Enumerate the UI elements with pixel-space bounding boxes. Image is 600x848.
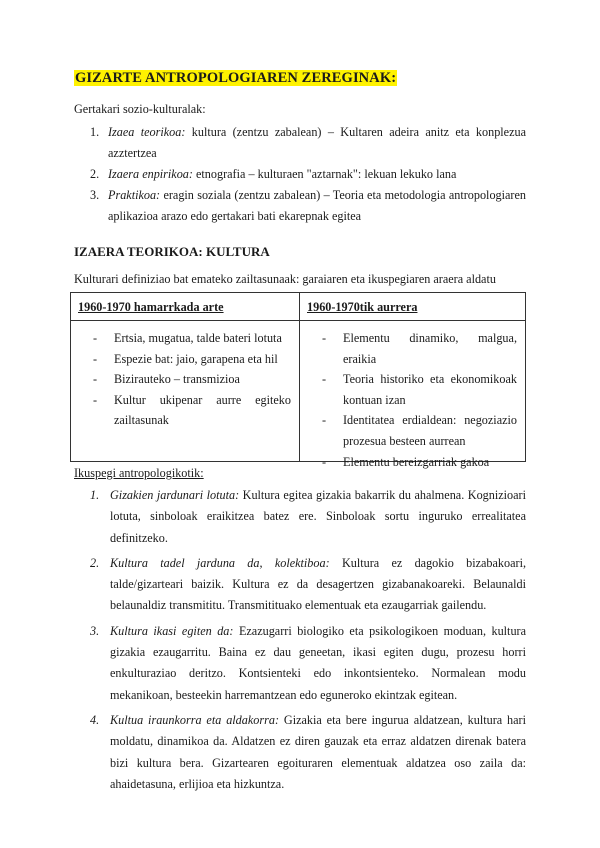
item-text: Kultura ez dagokio bizabakoari, talde/gizarteari baizik. Kultura ez da desagertzen gizabanakoareki. Belaunaldi belaunaldiz transmititu. Transmitituako elementuak eta ezaugarriak gailendu. (110, 555, 527, 613)
item-term: Kultua iraunkorra eta aldakorra: (110, 712, 280, 727)
item-term: Gizakien jardunari lotuta: (110, 488, 240, 502)
table-cell-item: - Teoria historiko eta ekonomikoak kontuan izan (322, 372, 517, 407)
list-item: 4. Kultua iraunkorra eta aldakorra: Gizakia eta bere ingurua aldatzean, kultura hari moldatu, dinamikoa da. Aldatzen ez diren gauzak eta erraz aldatzen direnak batera bizi kultura bera. Gizartearen egoituraren elementuak aldatzea oso zaila da: ahaidetasuna, erlijioa eta hizkuntza. (90, 712, 526, 791)
item-text: eragin soziala (zentzu zabalean) – Teoria eta metodologia antropologiaren aplikazioa arazo edo gertakari bati ekarepnak egitea (108, 188, 526, 223)
table-cell-item: - Espezie bat: jaio, garapena eta hil (93, 351, 278, 366)
item-text: Kultura egitea gizakia bakarrik du ahalmena. Kognizioari lotuta, sinboloak eraikitzea batez ere. Sinboloak sortu inguruko errealitatea definitzeko. (110, 488, 526, 545)
item-term: Izaea teorikoa: (108, 125, 186, 139)
table-cell-list (71, 321, 299, 431)
item-term: Kultura tadel jarduna da, kolektiboa: (110, 555, 330, 570)
section-heading: IZAERA TEORIKOA: KULTURA (74, 244, 270, 259)
tasks-list (74, 122, 526, 227)
table-cell-item: - Identitatea erdialdean: negoziazio prozesua besteen aurrean (322, 413, 517, 448)
list-item: 3. Praktikoa: eragin soziala (zentzu zabalean) – Teoria eta metodologia antropologiaren aplikazioa arazo edo gertakari bati ekarepnak egitea (90, 188, 526, 223)
item-term: Praktikoa: (108, 188, 161, 202)
perspectives-heading: Ikuspegi antropologikotik: (74, 466, 204, 480)
item-term: Kultura ikasi egiten da: (110, 623, 234, 638)
table-caption: Kulturari definiziao bat emateko zailtasunaak: garaiaren eta ikuspegiaren araera aldatu (74, 272, 496, 286)
item-text: Gizakia eta bere ingurua aldatzean, kultura hari moldatu, dinamikoa da. Aldatzen ez diren gauzak eta erraz aldatzen direnak batera bizi kultura bera. Gizartearen egoituraren elementuak aldatzea oso zaila da: ahaidetasuna, erlijioa eta hizkuntza. (110, 712, 526, 791)
list-item: 1. Izaea teorikoa: kultura (zentzu zabalean) – Kultaren adeira anitz eta konplezua azztertzea (90, 125, 526, 160)
table-header: 1960-1970tik aurrera (300, 293, 525, 321)
list-item: 1. Gizakien jardunari lotuta: Kultura egitea gizakia bakarrik du ahalmena. Kognizioari lotuta, sinboloak eraikitzea batez ere. Sinboloak sortu inguruko errealitatea definitzeko. (90, 488, 526, 545)
page-title (74, 70, 397, 87)
item-text: Ezazugarri biologiko eta psikologikoen moduan, kultura gizakia ezaugarritu. Baina ez dau geneetan, ikasi egiten dugu, prozesu horri enkulturaziao deritzo. Kontsienteki edo inkontsienteko. Normalean modu mekanikoan, besteekin harremantzean edo eguneroko ekintzak egitean. (110, 623, 527, 702)
table-cell-item: - Elementu dinamiko, malgua, eraikia (322, 331, 517, 366)
item-term: Izaera enpirikoa: (108, 167, 193, 181)
item-text: kultura (zentzu zabalean) – Kultaren adeira anitz eta konplezua azztertzea (108, 125, 526, 160)
perspectives-list (74, 485, 526, 799)
table-cell-item: - Bizirauteko – transmizioa (93, 372, 240, 387)
table-cell-item: - Kultur ukipenar aurre egiteko zailtasunak (93, 392, 291, 428)
table-cell-list (300, 321, 525, 472)
item-text: etnografia – kulturaen "aztarnak": lekuan lekuko lana (192, 167, 457, 181)
table-header: 1960-1970 hamarrkada arte (71, 293, 299, 321)
list-item: 3. Kultura ikasi egiten da: Ezazugarri biologiko eta psikologikoen moduan, kultura gizakia ezaugarritu. Baina ez dau geneetan, ikasi egiten dugu, prozesu horri enkulturaziao deritzo. Kontsienteki edo inkontsienteko. Normalean modu mekanikoan, besteekin harremantzean edo eguneroko ekintzak egitean. (90, 623, 527, 702)
table-cell-item: - Ertsia, mugatua, talde bateri lotuta (93, 331, 282, 345)
table-column-before (71, 293, 300, 461)
list-item: 2. Izaera enpirikoa: etnografia – kulturaen "aztarnak": lekuan lekuko lana (90, 167, 457, 181)
table-cell-item: - Elementu bereizgarriak gakoa (322, 454, 490, 469)
table-column-after (300, 293, 525, 469)
highlighted-title-text: GIZARTE ANTROPOLOGIAREN ZEREGINAK: (75, 70, 397, 86)
comparison-table (70, 292, 526, 469)
intro-text: Gertakari sozio-kulturalak: (74, 102, 206, 116)
list-item: 2. Kultura tadel jarduna da, kolektiboa: Kultura ez dagokio bizabakoari, talde/gizarteari baizik. Kultura ez da desagertzen gizabanakoareki. Belaunaldi belaunaldiz transmititu. Transmitituako elementuak eta ezaugarriak gailendu. (90, 555, 527, 613)
